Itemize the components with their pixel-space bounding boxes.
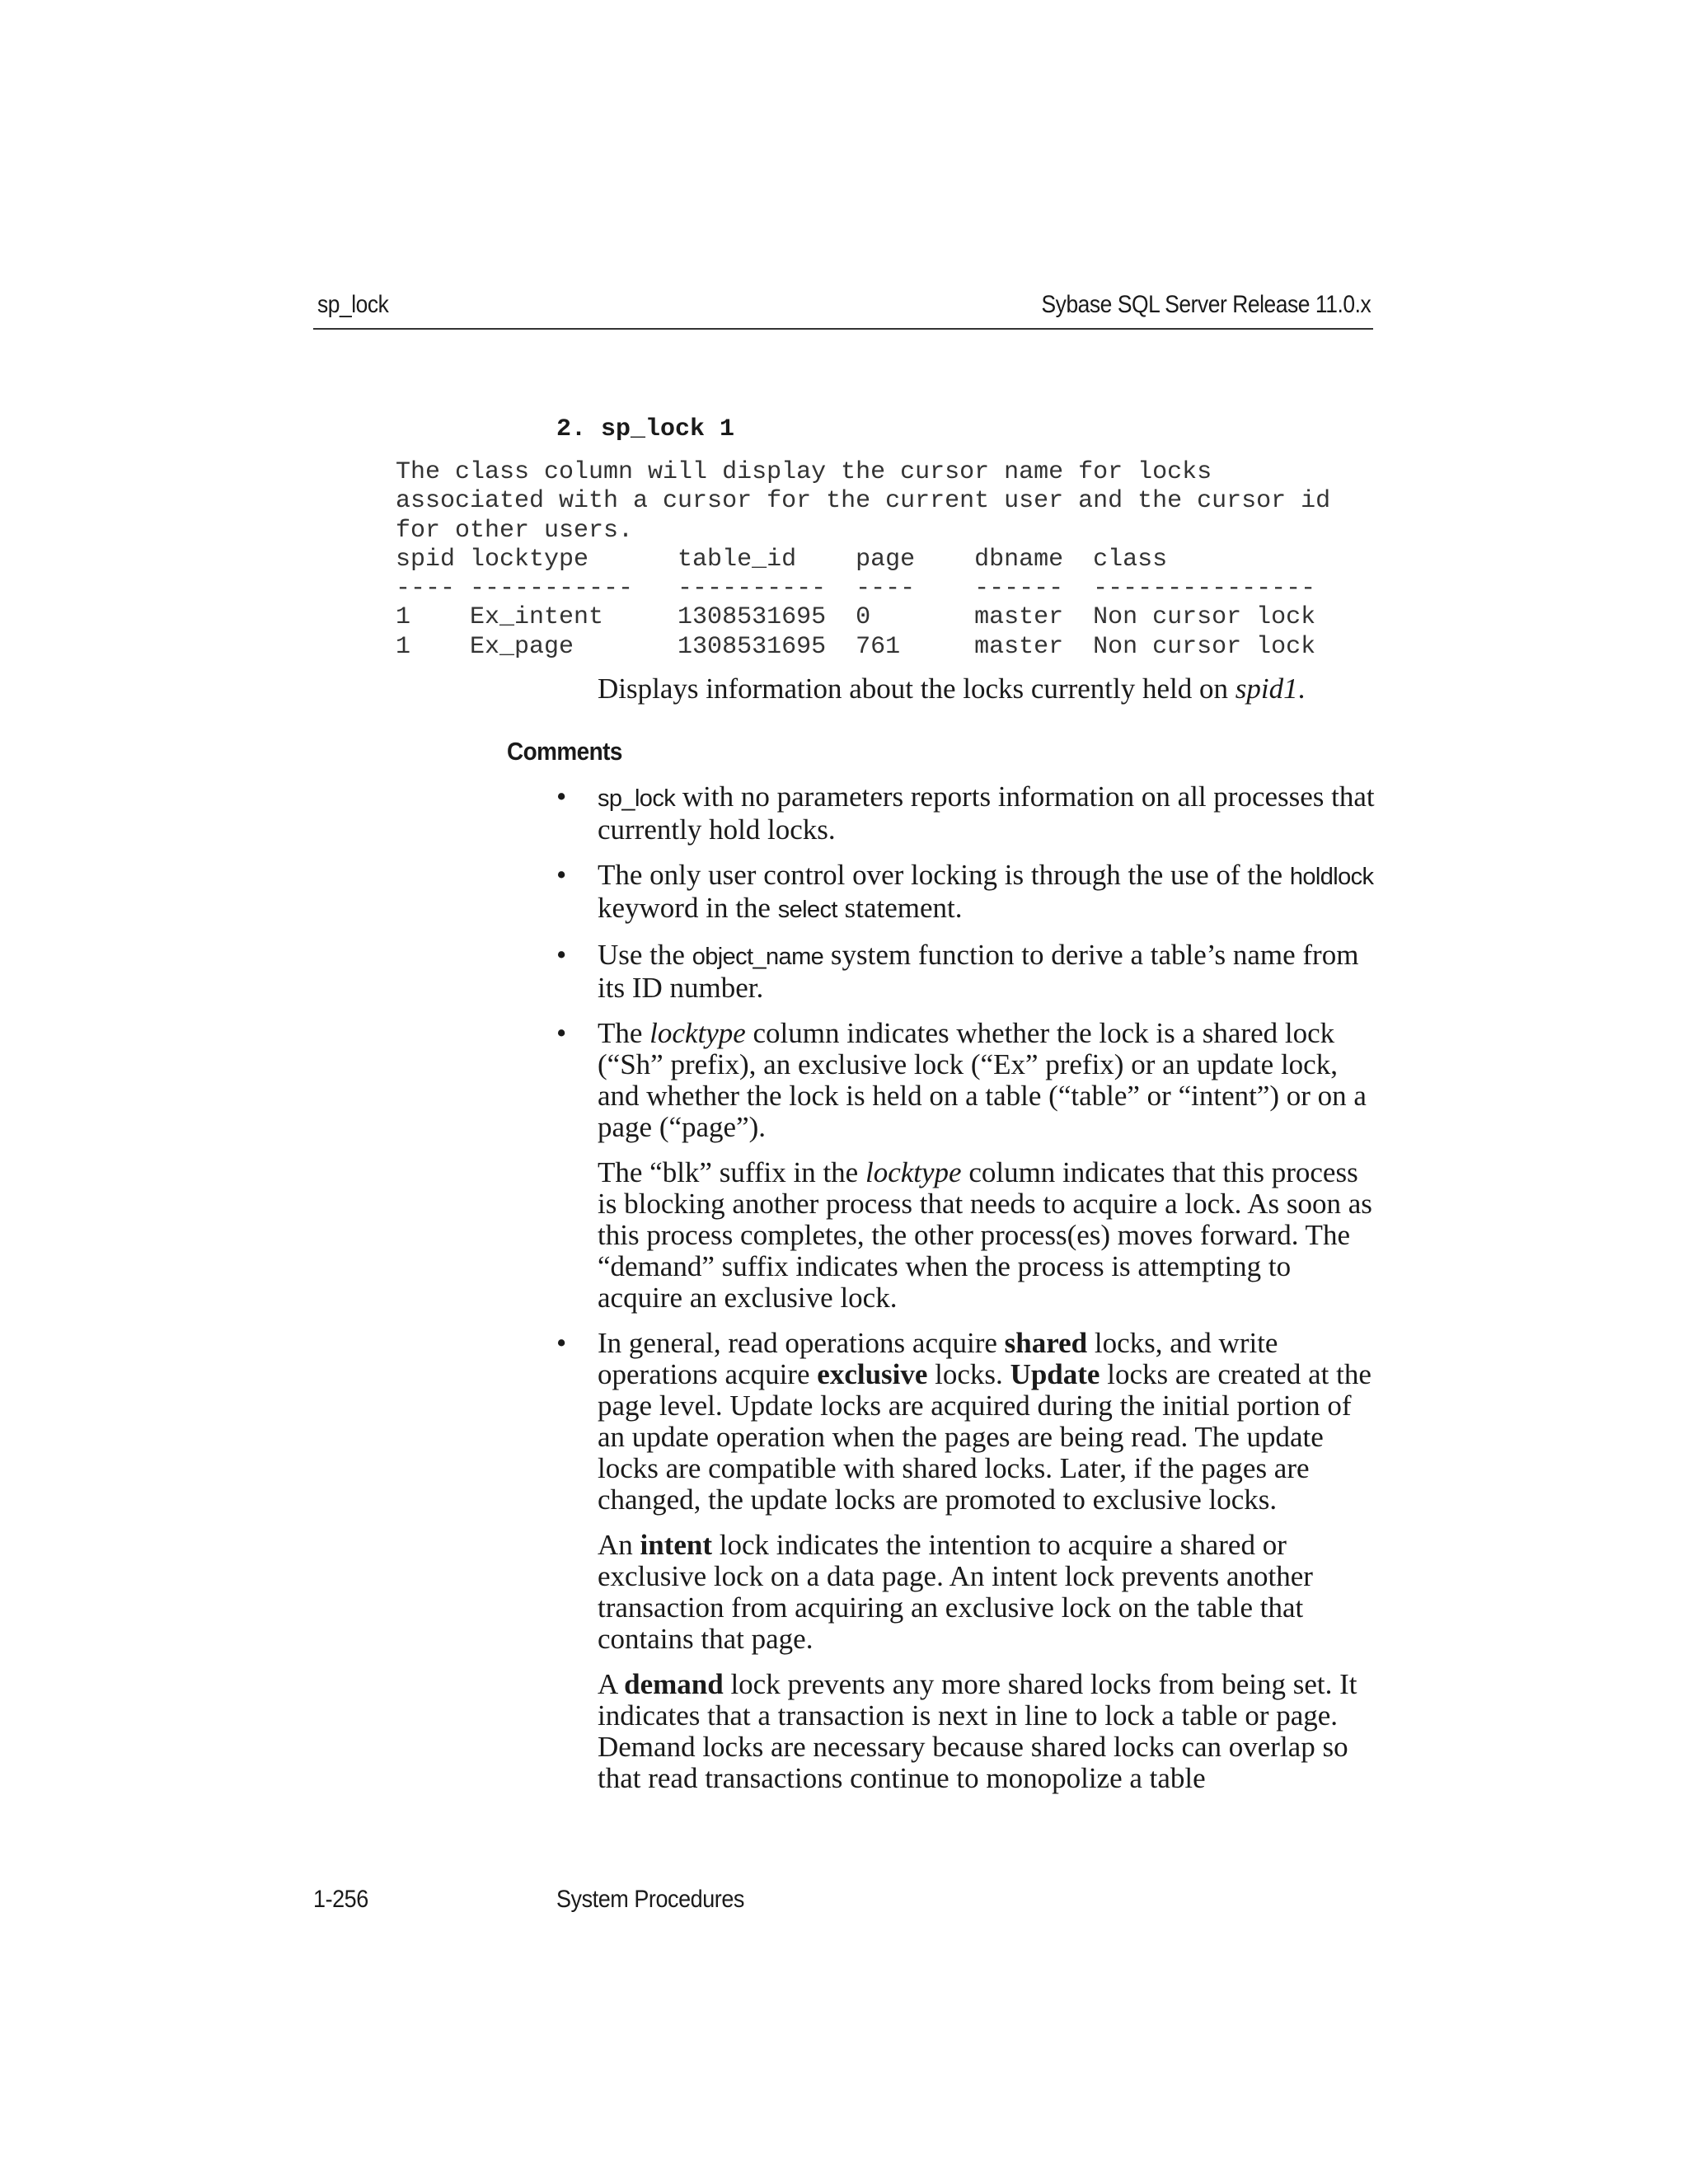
code-line: 1 Ex_page 1308531695 761 master Non cursor lock (396, 632, 1316, 661)
code-line: for other users. (396, 516, 634, 545)
comment-text: lock indicates the intention to acquire a shared or exclusive lock on a data page. An intent lock prevents another transaction from acquiring an exclusive lock on the table that contains that page. (598, 1529, 1313, 1655)
footer-section: System Procedures (556, 1886, 744, 1913)
description-term: spid1 (1235, 673, 1298, 705)
comment-text: column indicates whether the lock is a shared lock (“Sh” prefix), an exclusive lock (“Ex” prefix) or an update lock, and whether the lock is held on a table (“table” or “intent”) or on a page (“page”). (598, 1017, 1367, 1143)
example-description (598, 673, 1381, 705)
list-item (556, 1327, 1381, 1794)
description-text: Displays information about the locks currently held on (598, 673, 1236, 705)
bullet-mark: • (556, 1017, 567, 1049)
comment-text: locks, and write operations acquire (598, 1327, 1278, 1390)
comment-text: Use the (598, 939, 692, 971)
code-line: The class column will display the cursor name for locks (396, 458, 1212, 486)
bold-term: intent (640, 1529, 713, 1561)
bullet-mark: • (556, 859, 567, 891)
code-line: spid locktype table_id page dbname class (396, 545, 1168, 574)
bold-term: exclusive (817, 1358, 928, 1390)
comment-text: In general, read operations acquire (598, 1327, 1005, 1359)
comment-text: system function to derive a table’s name from its ID number. (598, 939, 1359, 1004)
comment-paragraph (598, 940, 1381, 1004)
comment-paragraph (598, 1157, 1381, 1314)
comment-paragraph (598, 1530, 1381, 1655)
bullet-mark: • (556, 939, 567, 971)
comment-paragraph (598, 781, 1381, 846)
inline-code: select (777, 897, 837, 923)
comment-paragraph (598, 860, 1381, 926)
list-item (556, 859, 1381, 926)
header-rule (313, 328, 1373, 330)
bold-term: demand (624, 1668, 724, 1700)
code-line: associated with a cursor for the current user and the cursor id (396, 487, 1331, 516)
bullet-mark: • (556, 780, 567, 813)
inline-code: sp_lock (598, 785, 676, 812)
comment-text: An (598, 1529, 640, 1561)
comment-text: The “blk” suffix in the (598, 1156, 865, 1188)
comment-text: locks. (927, 1358, 1010, 1390)
italic-term: locktype (649, 1017, 746, 1049)
running-header-right: Sybase SQL Server Release 11.0.x (1041, 291, 1371, 318)
comment-paragraph (598, 1328, 1381, 1516)
example-output-code (396, 458, 1330, 662)
comment-paragraph (598, 1018, 1381, 1143)
inline-code: object_name (692, 944, 824, 970)
list-item (556, 780, 1381, 846)
comment-text: A (598, 1668, 625, 1700)
bullet-mark: • (556, 1327, 567, 1359)
page-number: 1-256 (313, 1886, 368, 1913)
running-header-left: sp_lock (317, 291, 389, 318)
example-heading: 2. sp_lock 1 (556, 415, 735, 443)
list-item (556, 1017, 1381, 1314)
comment-text: The only user control over locking is through the use of the (598, 859, 1290, 891)
inline-code: holdlock (1289, 864, 1374, 890)
code-line: 1 Ex_intent 1308531695 0 master Non cursor lock (396, 603, 1316, 632)
code-line: ---- ----------- ---------- ---- ------ --------------- (396, 574, 1316, 603)
bold-term: shared (1004, 1327, 1088, 1359)
comment-text: lock prevents any more shared locks from being set. It indicates that a transaction is next in line to lock a table or page. Demand locks are necessary because shared locks can overlap so that read transactions continue to monopolize a table (598, 1668, 1357, 1794)
comment-text: with no parameters reports information on all processes that currently hold locks. (598, 780, 1375, 846)
comment-text: column indicates that this process is blocking another process that needs to acquire a lock. As soon as this process completes, the other process(es) moves forward. The “demand” suffix indicates when the process is attempting to acquire an exclusive lock. (598, 1156, 1372, 1314)
comment-text: locks are created at the page level. Update locks are acquired during the initial portion of an update operation when the pages are being read. The update locks are compatible with shared locks. Later, if the pages are changed, the update locks are promoted to exclusive locks. (598, 1358, 1372, 1516)
bold-term: Update (1010, 1358, 1100, 1390)
list-item (556, 939, 1381, 1004)
comment-paragraph (598, 1669, 1381, 1794)
comment-text: statement. (837, 892, 963, 924)
italic-term: locktype (865, 1156, 962, 1188)
comments-list (556, 780, 1381, 1808)
description-punct: . (1297, 673, 1306, 705)
comments-heading: Comments (507, 737, 622, 766)
comment-text: The (598, 1017, 650, 1049)
comment-text: keyword in the (598, 892, 778, 924)
